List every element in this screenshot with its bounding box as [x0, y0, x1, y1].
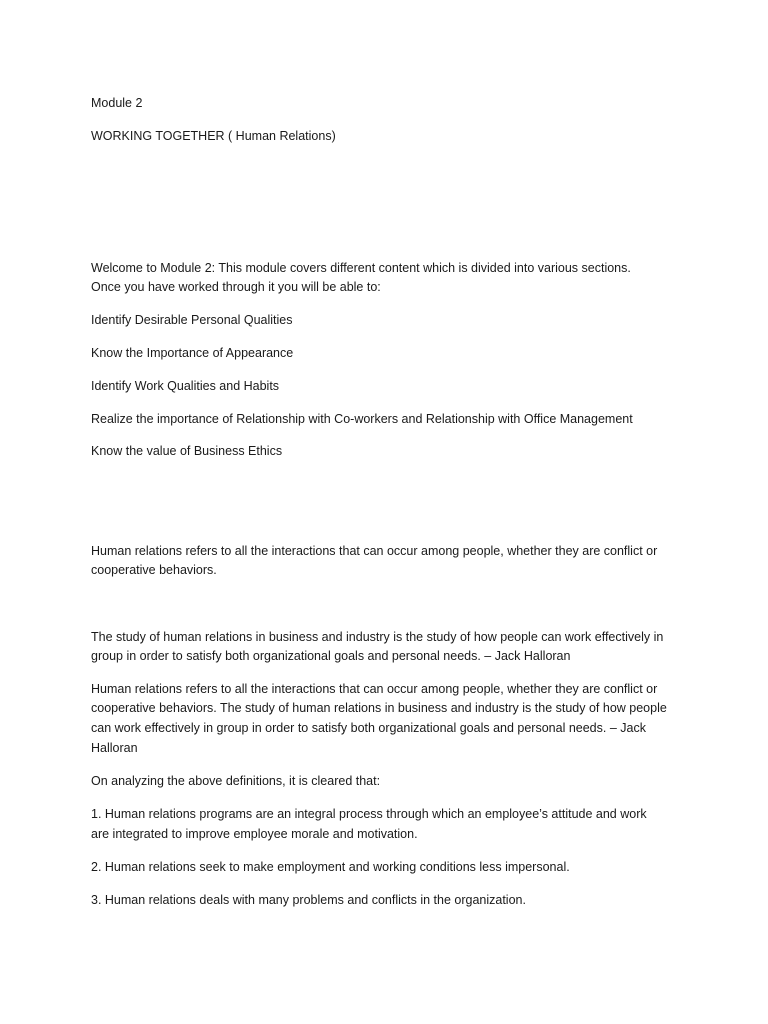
- module-heading: Module 2: [91, 96, 143, 110]
- objective-item: Realize the importance of Relationship with Co-workers and Relationship with Office Management: [91, 412, 633, 426]
- point-3: 3. Human relations deals with many problems and conflicts in the organization.: [91, 893, 526, 907]
- welcome-text-line-2: Once you have worked through it you will be able to:: [91, 280, 381, 294]
- module-title: WORKING TOGETHER ( Human Relations): [91, 129, 336, 143]
- combined-definition-line-3: can work effectively in group in order to satisfy both organizational goals and personal needs. – Jack: [91, 721, 646, 735]
- point-2: 2. Human relations seek to make employment and working conditions less impersonal.: [91, 860, 570, 874]
- definition-1-line-1: Human relations refers to all the interactions that can occur among people, whether they are conflict or: [91, 544, 658, 558]
- definition-1-line-2: cooperative behaviors.: [91, 563, 217, 577]
- combined-definition-line-2: cooperative behaviors. The study of human relations in business and industry is the study of how people: [91, 701, 667, 715]
- definition-2-line-1: The study of human relations in business and industry is the study of how people can work effectively in: [91, 630, 664, 644]
- welcome-text-line-1: Welcome to Module 2: This module covers different content which is divided into various sections.: [91, 261, 631, 275]
- combined-definition-line-4: Halloran: [91, 741, 138, 755]
- objective-item: Identify Work Qualities and Habits: [91, 379, 280, 393]
- point-1-line-1: 1. Human relations programs are an integral process through which an employee’s attitude and work: [91, 807, 647, 821]
- analysis-intro: On analyzing the above definitions, it is cleared that:: [91, 774, 381, 788]
- definition-2-line-2: group in order to satisfy both organizational goals and personal needs. – Jack Halloran: [91, 649, 571, 663]
- objective-item: Know the Importance of Appearance: [91, 346, 294, 360]
- point-1-line-2: are integrated to improve employee morale and motivation.: [91, 827, 418, 841]
- combined-definition-line-1: Human relations refers to all the interactions that can occur among people, whether they are conflict or: [91, 682, 658, 696]
- objective-item: Know the value of Business Ethics: [91, 444, 283, 458]
- objective-item: Identify Desirable Personal Qualities: [91, 313, 293, 327]
